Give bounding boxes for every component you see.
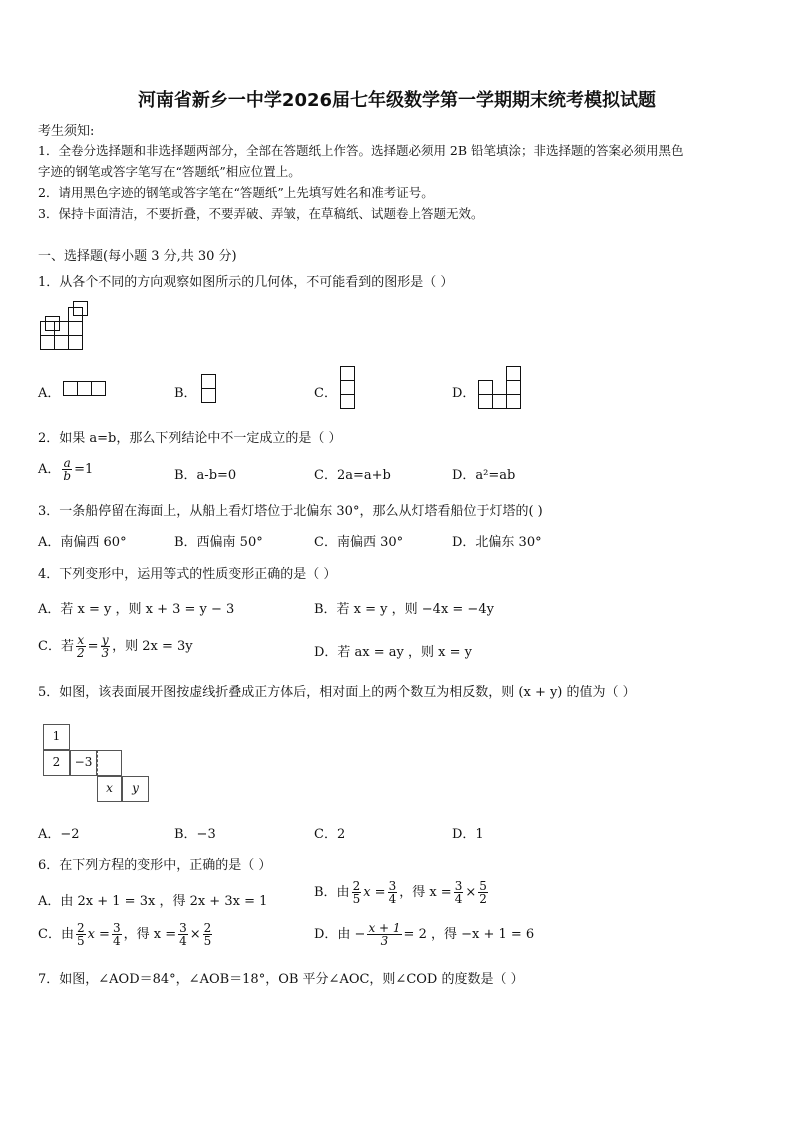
q6-option-d: D．由 − $\frac{x + 1}{3}$ = 2 ，得 −x + 1 = 6 bbox=[314, 921, 535, 948]
q2-option-c: C．2a=a+b bbox=[314, 468, 391, 483]
q4-option-a: A．若 x = y ，则 x + 3 = y − 3 bbox=[38, 602, 235, 617]
q3-option-d: D．北偏东 30° bbox=[452, 535, 542, 550]
page-title: 河南省新乡一中学2026届七年级数学第一学期期末统考模拟试题 bbox=[137, 90, 657, 111]
notice-heading: 考生须知: bbox=[38, 124, 95, 139]
q4-option-c: C．若 $\frac{x}{2}$ = $\frac{y}{3}$ ，则 2x = 3y bbox=[38, 633, 193, 660]
q4-stem: 4．下列变形中，运用等式的性质变形正确的是（ ） bbox=[38, 567, 337, 582]
q1-option-d: D． bbox=[452, 386, 476, 401]
q1-option-b: B． bbox=[174, 386, 197, 401]
q6-option-a: A．由 2x + 1 = 3x ，得 2x + 3x = 1 bbox=[38, 894, 268, 909]
q2-stem: 2．如果 a=b，那么下列结论中不一定成立的是（ ） bbox=[38, 431, 342, 446]
q5-option-b: B．−3 bbox=[174, 827, 216, 842]
q4-option-b: B．若 x = y ，则 −4x = −4y bbox=[314, 602, 494, 617]
q5-option-c: C．2 bbox=[314, 827, 346, 842]
q2-option-d: D．a²=ab bbox=[452, 468, 516, 483]
notice-item-1: 1．全卷分选择题和非选择题两部分，全部在答题纸上作答。选择题必须用 2B 铅笔填涂；非选择题的答案必须用黑色 bbox=[38, 143, 684, 158]
net-cell: 2 bbox=[43, 750, 70, 776]
q3-option-a: A．南偏西 60° bbox=[38, 535, 127, 550]
q5-option-a: A．−2 bbox=[38, 827, 80, 842]
net-cell: 1 bbox=[43, 724, 70, 750]
net-cell bbox=[97, 750, 122, 776]
net-cell: y bbox=[122, 776, 149, 802]
net-cell: −3 bbox=[70, 750, 97, 776]
q1-stem: 1．从各个不同的方向观察如图所示的几何体，不可能看到的图形是（ ） bbox=[38, 275, 454, 290]
q7-stem: 7．如图，∠AOD＝84°，∠AOB＝18°，OB 平分∠AOC，则∠COD 的度数是（ ） bbox=[38, 972, 524, 987]
q6-option-b: B．由 $\frac{2}{5}$ x = $\frac{3}{4}$ ，得 x = $\frac{3}{4}$ × $\frac{5}{2}$ bbox=[314, 879, 487, 906]
q1-option-a: A． bbox=[38, 386, 61, 401]
q5-stem: 5．如图，该表面展开图按虚线折叠成正方体后，相对面上的两个数互为相反数，则 (x + y) 的值为（ ） bbox=[38, 685, 636, 700]
net-cell: x bbox=[97, 776, 122, 802]
q5-option-d: D．1 bbox=[452, 827, 484, 842]
q4-option-d: D．若 ax = ay ，则 x = y bbox=[314, 645, 472, 660]
notice-item-2: 2．请用黑色字迹的钢笔或答字笔在“答题纸”上先填写姓名和准考证号。 bbox=[38, 185, 434, 200]
q3-stem: 3．一条船停留在海面上，从船上看灯塔位于北偏东 30°，那么从灯塔看船位于灯塔的( ) bbox=[38, 504, 543, 519]
section-heading: 一、选择题(每小题 3 分,共 30 分) bbox=[38, 249, 237, 264]
q6-option-c: C．由 $\frac{2}{5}$ x = $\frac{3}{4}$ ，得 x = $\frac{3}{4}$ × $\frac{2}{5}$ bbox=[38, 921, 212, 948]
q2-option-b: B．a-b=0 bbox=[174, 468, 237, 483]
notice-item-1-cont: 字迹的钢笔或答字笔写在“答题纸”相应位置上。 bbox=[38, 164, 301, 179]
q1-option-c: C． bbox=[314, 386, 337, 401]
q2-option-a: A． $\frac{a}{b}$ =1 bbox=[38, 456, 94, 483]
q3-option-b: B．西偏南 50° bbox=[174, 535, 263, 550]
q6-stem: 6．在下列方程的变形中，正确的是（ ） bbox=[38, 858, 272, 873]
notice-item-3: 3．保持卡面清洁，不要折叠，不要弄破、弄皱，在草稿纸、试题卷上答题无效。 bbox=[38, 206, 484, 221]
q3-option-c: C．南偏西 30° bbox=[314, 535, 404, 550]
